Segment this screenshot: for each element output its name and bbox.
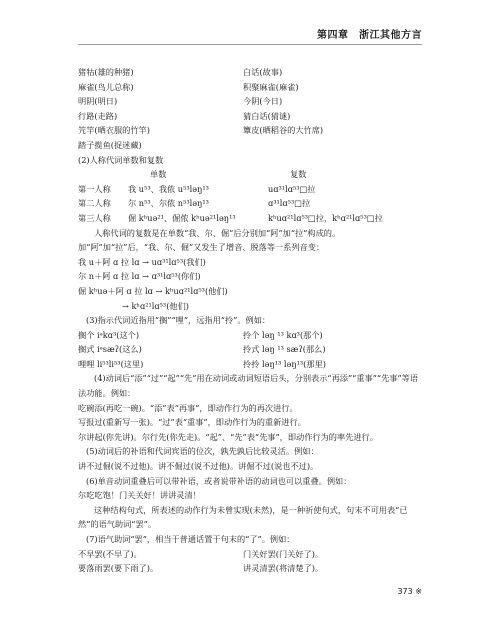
vocab-item: 麻雀(鸟儿总称): [78, 81, 134, 92]
sound-change-line: → kʰɑ²¹lɑ⁵³(他们): [122, 300, 189, 311]
person-label: 第二人称: [78, 198, 111, 209]
example-item: 讲灵清罢(将清楚了)。: [243, 563, 324, 574]
example-item: 要落雨罢(要下雨了)。: [78, 563, 159, 574]
vocab-item: [243, 138, 422, 153]
demonstrative-near: 哩哩 li⁵³li⁵³(这里): [78, 358, 144, 369]
vocab-row: [78, 65, 422, 80]
footer-mark: ※: [415, 587, 422, 596]
paragraph: 这种结构句式，所表述的动作行为未曾实现(未然)，是一种祈使句式，句末不可用表“已然”的语气助词“罢”。: [78, 504, 408, 530]
example-line: 讲不过倔(说不过他)。讲不倔过(说不过他)。讲倔不过(说也不过)。: [78, 461, 319, 472]
page-number: 373: [397, 587, 413, 596]
demonstrative-near: 搁式 iᵊsæʔ(这么): [78, 344, 142, 355]
example-row: [78, 547, 422, 562]
section-heading: (7)语气助词“罢”，相当于普通话置于句末的“了”。例如：: [86, 534, 295, 544]
section-heading: (6)单音动词重叠后可以带补语，或者说带补语的动词也可以重叠。例如：: [86, 475, 352, 486]
section-heading: (3)指示代词近指用“搁”“哩”，远指用“拎”。例如：: [86, 315, 271, 326]
vocab-item: 猜白话(猜谜): [243, 110, 291, 121]
vocab-item: 簟皮(晒稻谷的大竹席): [243, 125, 324, 136]
person-label: 第三人称: [78, 212, 111, 223]
vocab-row: [78, 80, 422, 95]
section-heading: (4)动词后“添”“过”“起”“先”用在动词或动词短语后头，分别表示“再添”“重事”“先事”等语法功能。例如：: [78, 373, 419, 399]
example-item: 门关好罢(门关好了)。: [243, 548, 324, 559]
person-label: 第一人称: [78, 183, 111, 194]
sound-change-line: 尔 n＋阿 ɑ 拉 lɑ → ɑ³¹lɑ⁵³(你们): [78, 271, 201, 282]
plural-form: kʰuɑ²¹lɑ⁵³□拉，kʰɑ²¹lɑ⁵³□拉: [268, 212, 383, 223]
vocab-item: 笐竿(晒衣服的竹竿): [78, 125, 150, 136]
example-item: 不早罢(不早了)。: [78, 548, 142, 559]
chapter-header: 第四章 浙江其他方言: [317, 30, 422, 41]
section-heading: (5)动词后的补语和代词宾语的位次，孰先孰后比较灵活。例如：: [86, 446, 319, 457]
demonstrative-list: [78, 328, 422, 372]
sound-change-line: 我 u＋阿 ɑ 拉 lɑ → uɑ³¹lɑ⁵³(我们): [78, 256, 206, 267]
table-header-singular: 单数: [150, 169, 167, 180]
sound-change-list: [78, 255, 422, 313]
demonstrative-row: [78, 328, 422, 343]
vocab-row: [78, 138, 422, 153]
demonstrative-near: 搁个 iᵊkɑ³(这个): [78, 329, 140, 340]
header-rule: [78, 44, 422, 45]
singular-form: 尔 n⁵³、尔侬 n⁵³ləŋ¹³: [128, 198, 209, 209]
vocab-item: 积聚麻雀(麻雀): [243, 81, 299, 92]
pronoun-table: [78, 167, 422, 225]
vocab-item: 明阴(明日): [78, 96, 118, 107]
demonstrative-far: 拎拎 ləŋ¹³ ləŋ¹³(那里): [243, 358, 326, 369]
example-row: [78, 561, 422, 576]
singular-form: 倔 kʰuə²¹、倔侬 kʰuə²¹ləŋ¹³: [128, 212, 236, 223]
page-footer: [397, 587, 422, 596]
table-header-plural: 复数: [290, 169, 307, 180]
singular-form: 我 u⁵³、我侬 u⁵³ləŋ¹³: [128, 183, 209, 194]
vocab-item: 行路(走路): [78, 110, 118, 121]
sound-change-line: 倔 kʰuə＋阿 ɑ 拉 lɑ → kʰuɑ²¹lɑ⁵³(他们): [78, 285, 228, 296]
example-line: 尔吃吃饱！门关关好！讲讲灵清！: [78, 490, 201, 501]
example-line: 尔讲起(你先讲)。尔行先(你先走)。“起”、“先”表“先事”，即动作行为的率先进行。: [78, 431, 378, 442]
vocab-item: 猪牯(雄的种猪): [78, 67, 134, 77]
vocab-item: 今阴(今日): [243, 96, 283, 107]
page-body: [78, 65, 422, 576]
vocab-list: [78, 65, 422, 153]
example-line: 写报过(重新写一张)。“过”表“重事”，即动作行为的重新进行。: [78, 417, 306, 428]
example-line: 吃碗添(再吃一碗)。“添”表“再事”，即动作行为的再次进行。: [78, 402, 298, 413]
vocab-row: [78, 109, 422, 124]
demonstrative-row: [78, 342, 422, 357]
demonstrative-far: 拎个 ləŋ ¹³ kɑ³(那个): [243, 329, 323, 340]
demonstrative-row: [78, 357, 422, 372]
vocab-row: [78, 123, 422, 138]
paragraph: 人称代词的复数是在单数“我、尔、倔”后分别加“阿”加“拉”构成的。加“阿”加“拉”后，“我、尔、倔”又发生了增音、脱落等一系列音变：: [78, 227, 341, 253]
vocab-item: 白话(故事): [243, 67, 283, 77]
demonstrative-far: 拎式 ləŋ ¹³ sæʔ(那么): [243, 344, 326, 355]
plural-form: uɑ³¹lɑ⁵³□拉: [268, 183, 316, 194]
section-heading: (2)人称代词单数和复数: [78, 154, 164, 165]
vocab-row: [78, 94, 422, 109]
vocab-item: 踏子揽鱼(捉迷藏): [78, 139, 142, 150]
plural-form: ɑ³¹lɑ⁵³□拉: [268, 198, 311, 209]
